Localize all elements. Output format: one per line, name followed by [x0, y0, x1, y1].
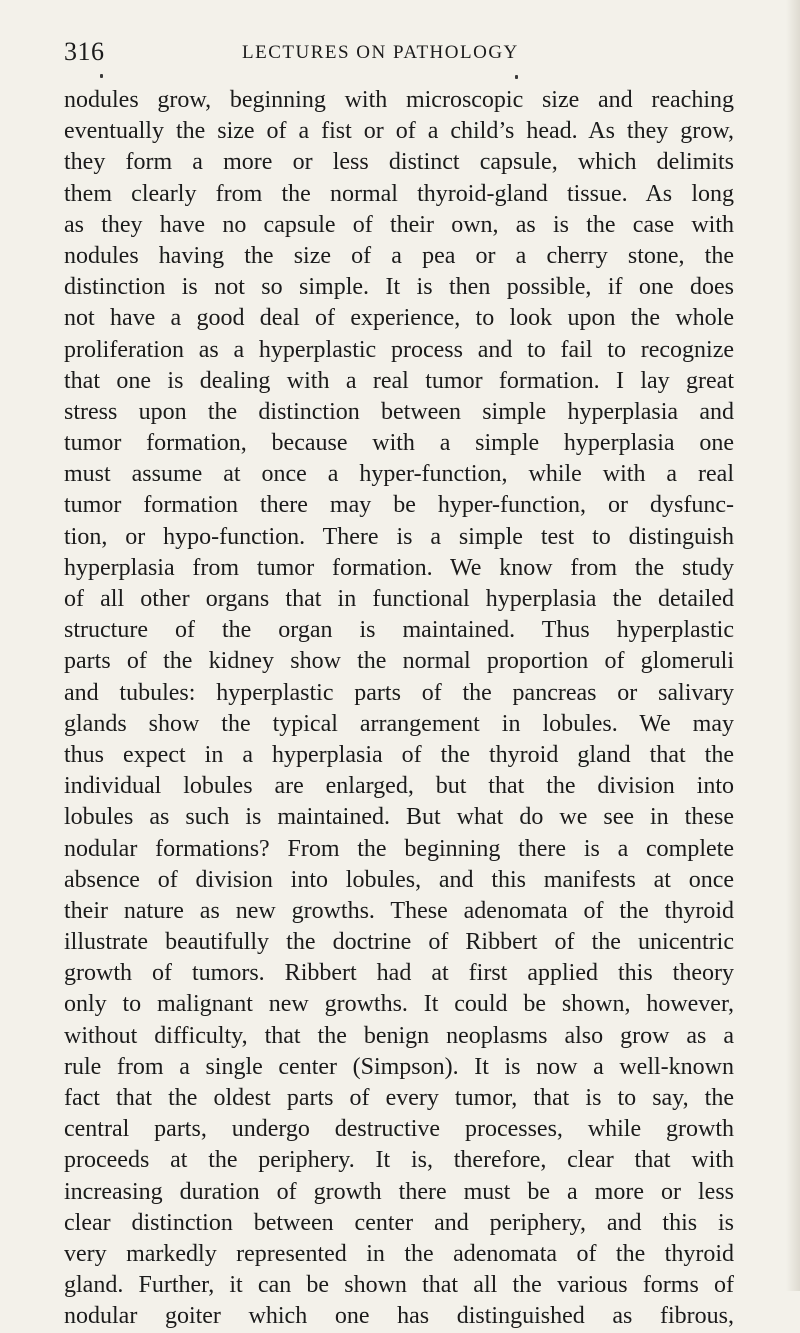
text-line: increasing duration of growth there must be a more or less: [64, 1178, 734, 1205]
text-line: growth of tumors. Ribbert had at first applied this theory: [64, 960, 734, 987]
text-line: proceeds at the periphery. It is, therefore, clear that with: [64, 1147, 734, 1174]
text-line: their nature as new growths. These adenomata of the thyroid: [64, 897, 734, 924]
text-line: individual lobules are enlarged, but that the division into: [64, 773, 734, 800]
text-line: absence of division into lobules, and this manifests at once: [64, 866, 734, 893]
text-line: and tubules: hyperplastic parts of the pancreas or salivary: [64, 679, 734, 706]
text-line: tumor formation, because with a simple hyperplasia one: [64, 430, 734, 457]
text-line: nodules grow, beginning with microscopic size and reaching: [64, 87, 734, 113]
print-speck: [100, 74, 103, 78]
text-line: only to malignant new growths. It could be shown, however,: [64, 991, 734, 1018]
body-paragraph: [64, 85, 734, 1333]
text-line: eventually the size of a fist or of a child’s head. As they grow,: [64, 118, 734, 145]
text-line: tumor formation there may be hyper-function, or dysfunc-: [64, 492, 734, 519]
text-line: thus expect in a hyperplasia of the thyroid gland that the: [64, 741, 734, 768]
running-head: [64, 36, 734, 68]
text-line: as they have no capsule of their own, as is the case with: [64, 211, 734, 238]
running-title: LECTURES ON PATHOLOGY: [242, 42, 519, 63]
text-line: illustrate beautifully the doctrine of Ribbert of the unicentric: [64, 929, 734, 956]
text-line: structure of the organ is maintained. Thus hyperplastic: [64, 617, 734, 644]
print-speck: [515, 75, 518, 79]
text-line: stress upon the distinction between simple hyperplasia and: [64, 398, 734, 425]
text-line: hyperplasia from tumor formation. We know from the study: [64, 554, 734, 581]
text-line: nodular formations? From the beginning there is a complete: [64, 835, 734, 862]
page-number: 316: [64, 37, 105, 66]
text-line: without difficulty, that the benign neoplasms also grow as a: [64, 1022, 734, 1049]
text-line: must assume at once a hyper-function, while with a real: [64, 461, 734, 488]
text-line: nodules having the size of a pea or a cherry stone, the: [64, 242, 734, 269]
text-line: not have a good deal of experience, to look upon the whole: [64, 305, 734, 332]
text-line: glands show the typical arrangement in lobules. We may: [64, 710, 734, 737]
text-line: that one is dealing with a real tumor formation. I lay great: [64, 367, 734, 394]
text-line: nodular goiter which one has distinguished as fibrous,: [64, 1303, 734, 1330]
text-line: lobules as such is maintained. But what do we see in these: [64, 804, 734, 831]
text-line: central parts, undergo destructive processes, while growth: [64, 1116, 734, 1143]
text-line: proliferation as a hyperplastic process and to fail to recognize: [64, 336, 734, 363]
text-line: gland. Further, it can be shown that all the various forms of: [64, 1272, 734, 1299]
text-line: they form a more or less distinct capsule, which delimits: [64, 149, 734, 176]
text-line: clear distinction between center and periphery, and this is: [64, 1209, 734, 1236]
text-line: of all other organs that in functional hyperplasia the detailed: [64, 586, 734, 612]
text-line: them clearly from the normal thyroid-gland tissue. As long: [64, 180, 734, 207]
text-line: parts of the kidney show the normal proportion of glomeruli: [64, 648, 734, 675]
text-line: rule from a single center (Simpson). It is now a well-known: [64, 1053, 734, 1080]
text-line: fact that the oldest parts of every tumor, that is to say, the: [64, 1085, 734, 1111]
text-line: very markedly represented in the adenomata of the thyroid: [64, 1240, 734, 1267]
text-line: tion, or hypo-function. There is a simple test to distinguish: [64, 523, 734, 550]
page-edge-shadow: [786, 0, 800, 1291]
text-line: distinction is not so simple. It is then possible, if one does: [64, 274, 734, 301]
